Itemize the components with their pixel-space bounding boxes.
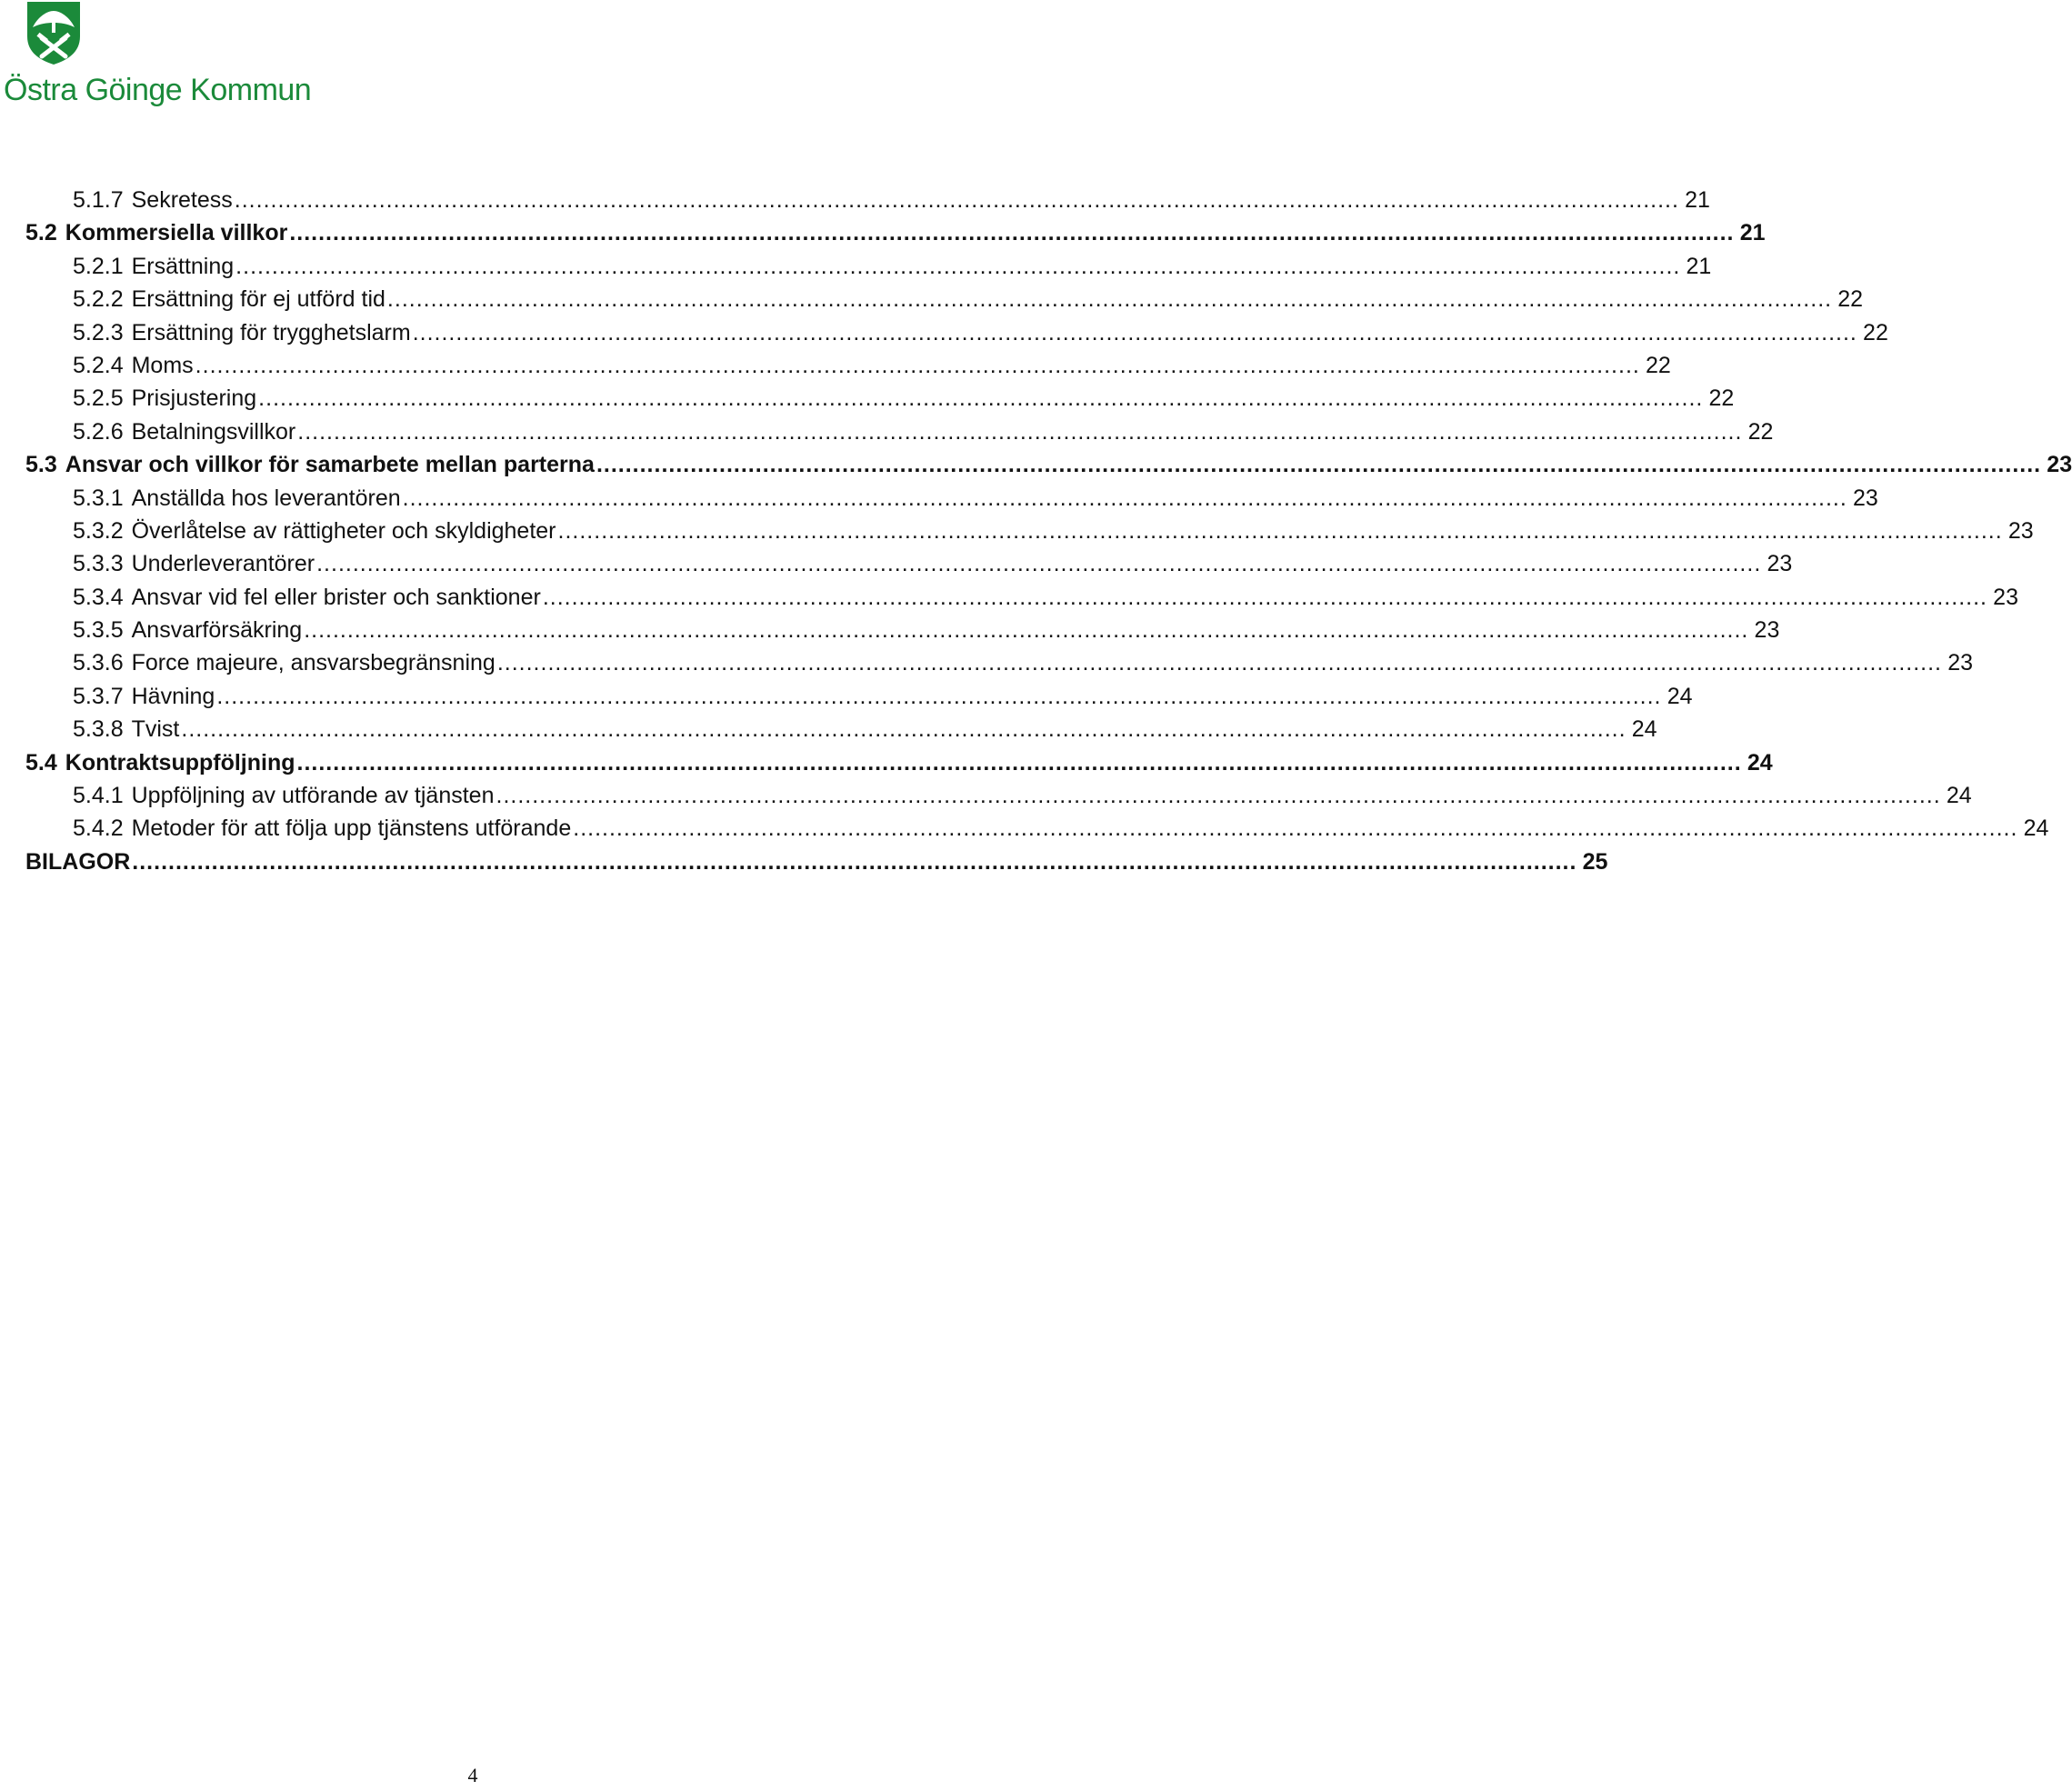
toc-entry-title: Force majeure, ansvarsbegränsning	[131, 650, 495, 676]
toc-entry-page: 23	[2047, 452, 2072, 478]
municipal-coat-of-arms-icon	[25, 0, 82, 65]
toc-entry[interactable]	[25, 316, 1888, 349]
toc-entry[interactable]	[25, 581, 2018, 614]
toc-entry[interactable]	[25, 845, 1608, 878]
toc-entry-number: 5.3.7	[73, 683, 124, 709]
toc-leader-dots: ........................................................................................................................................................................................................	[289, 220, 1735, 246]
toc-entry-title: Ansvar och villkor för samarbete mellan parterna	[65, 452, 595, 478]
toc-entry-page: 21	[1686, 253, 1712, 279]
toc-entry[interactable]	[25, 415, 1774, 448]
toc-entry-title: Anställda hos leverantören	[131, 485, 401, 511]
toc-leader-dots: ........................................................................................................................................................................................................	[297, 418, 1743, 445]
toc-entry-title: Tvist	[131, 716, 180, 743]
toc-entry-number: 5.1.7	[73, 187, 124, 213]
toc-entry-title: Moms	[131, 352, 194, 378]
toc-leader-dots: ........................................................................................................................................................................................................	[386, 286, 1833, 313]
toc-leader-dots: ........................................................................................................................................................................................................	[132, 848, 1577, 875]
toc-entry-number: 5.3.2	[73, 517, 124, 544]
toc-entry-number: 5.3.3	[73, 551, 124, 577]
toc-entry-page: 21	[1685, 187, 1710, 213]
toc-entry-number: 5.2	[25, 220, 57, 246]
toc-entry-number: 5.2.5	[73, 385, 124, 412]
toc-entry-page: 24	[1747, 749, 1773, 775]
toc-entry[interactable]	[25, 482, 1878, 515]
toc-entry-page: 23	[2007, 517, 2034, 544]
toc-leader-dots: ........................................................................................................................................................................................................	[412, 319, 1857, 345]
toc-entry-number: 5.3.6	[73, 650, 124, 676]
toc-entry-title: Kommersiella villkor	[65, 220, 288, 246]
toc-entry-page: 23	[1853, 485, 1878, 511]
toc-entry-page: 23	[1754, 617, 1780, 644]
toc-entry-number: 5.3	[25, 452, 57, 478]
toc-entry[interactable]	[25, 779, 1972, 812]
toc-leader-dots: ........................................................................................................................................................................................................	[316, 551, 1762, 577]
toc-entry-page: 24	[2023, 815, 2049, 842]
toc-leader-dots: ........................................................................................................................................................................................................	[304, 617, 1749, 644]
toc-entry-number: 5.4.1	[73, 783, 124, 809]
toc-entry[interactable]	[25, 448, 2072, 481]
toc-entry-title: Sekretess	[131, 187, 233, 213]
toc-entry-number: 5.2.1	[73, 253, 124, 279]
organization-name: Östra Göinge Kommun	[4, 73, 312, 107]
toc-entry-page: 21	[1739, 220, 1766, 246]
toc-entry-title: Ansvar vid fel eller brister och sanktioner	[131, 584, 541, 610]
toc-leader-dots: ........................................................................................................................................................................................................	[195, 352, 1640, 378]
toc-leader-dots: ........................................................................................................................................................................................................	[402, 485, 1847, 511]
toc-entry[interactable]	[25, 812, 2049, 845]
toc-leader-dots: ........................................................................................................................................................................................................	[557, 517, 2003, 544]
toc-leader-dots: ........................................................................................................................................................................................................	[573, 815, 2018, 842]
toc-entry[interactable]	[25, 250, 1712, 283]
toc-entry-page: 22	[1747, 418, 1774, 445]
toc-entry[interactable]	[25, 283, 1864, 315]
toc-entry-number: 5.3.8	[73, 716, 124, 743]
toc-entry[interactable]	[25, 746, 1773, 779]
toc-entry-number: 5.3.1	[73, 485, 124, 511]
toc-entry-title: Betalningsvillkor	[131, 418, 296, 445]
toc-entry-title: Ersättning för trygghetslarm	[131, 319, 411, 345]
header	[0, 0, 312, 118]
toc-entry-title: Hävning	[131, 683, 215, 709]
toc-entry-title: Kontraktsuppföljning	[65, 749, 295, 775]
toc-entry-page: 23	[1947, 650, 1973, 676]
toc-entry-title: Metoder för att följa upp tjänstens utförande	[131, 815, 572, 842]
toc-entry[interactable]	[25, 349, 1671, 382]
toc-entry[interactable]	[25, 547, 1793, 580]
toc-leader-dots: ........................................................................................................................................................................................................	[596, 452, 2042, 478]
toc-leader-dots: ........................................................................................................................................................................................................	[496, 650, 1942, 676]
toc-entry-number: 5.4.2	[73, 815, 124, 842]
toc-leader-dots: ........................................................................................................................................................................................................	[542, 584, 1987, 610]
table-of-contents	[25, 184, 2072, 878]
toc-entry-page: 24	[1631, 716, 1657, 743]
toc-entry-number: 5.3.5	[73, 617, 124, 644]
toc-entry[interactable]	[25, 515, 2034, 547]
toc-entry-title: Ansvarförsäkring	[131, 617, 303, 644]
toc-entry[interactable]	[25, 382, 1735, 415]
toc-leader-dots: ........................................................................................................................................................................................................	[258, 385, 1704, 412]
toc-entry-number: 5.2.4	[73, 352, 124, 378]
toc-leader-dots: ........................................................................................................................................................................................................	[235, 253, 1681, 279]
toc-entry[interactable]	[25, 713, 1657, 745]
toc-entry-number: 5.4	[25, 749, 57, 775]
toc-leader-dots: ........................................................................................................................................................................................................	[495, 783, 1941, 809]
toc-entry-page: 23	[1767, 551, 1793, 577]
toc-entry-number: 5.2.3	[73, 319, 124, 345]
toc-entry-page: 25	[1582, 848, 1608, 875]
toc-leader-dots: ........................................................................................................................................................................................................	[234, 187, 1679, 213]
toc-entry[interactable]	[25, 184, 1710, 216]
toc-entry-title: Uppföljning av utförande av tjänsten	[131, 783, 495, 809]
page-number: 4	[467, 1764, 478, 1786]
toc-entry-title: Ersättning	[131, 253, 235, 279]
toc-entry-title: Underleverantörer	[131, 551, 315, 577]
toc-leader-dots: ........................................................................................................................................................................................................	[181, 716, 1627, 743]
toc-entry-number: 5.2.2	[73, 286, 124, 313]
toc-entry-number: 5.2.6	[73, 418, 124, 445]
toc-leader-dots: ........................................................................................................................................................................................................	[216, 683, 1662, 709]
toc-entry-title: Prisjustering	[131, 385, 257, 412]
toc-entry-page: 24	[1667, 683, 1693, 709]
toc-entry-page: 22	[1837, 286, 1864, 313]
toc-entry-page: 22	[1863, 319, 1888, 345]
toc-entry-title: Ersättning för ej utförd tid	[131, 286, 385, 313]
toc-entry[interactable]	[25, 614, 1780, 646]
toc-entry-page: 24	[1946, 783, 1972, 809]
toc-entry-page: 22	[1708, 385, 1735, 412]
toc-entry-title: Överlåtelse av rättigheter och skyldigheter	[131, 517, 556, 544]
toc-entry-page: 22	[1646, 352, 1671, 378]
toc-entry-number: 5.3.4	[73, 584, 124, 610]
toc-leader-dots: ........................................................................................................................................................................................................	[296, 749, 1742, 775]
toc-entry-page: 23	[1993, 584, 2018, 610]
toc-entry-title: BILAGOR	[25, 848, 131, 875]
toc-entry[interactable]	[25, 646, 1973, 679]
toc-entry[interactable]	[25, 216, 1766, 249]
toc-entry[interactable]	[25, 680, 1693, 713]
